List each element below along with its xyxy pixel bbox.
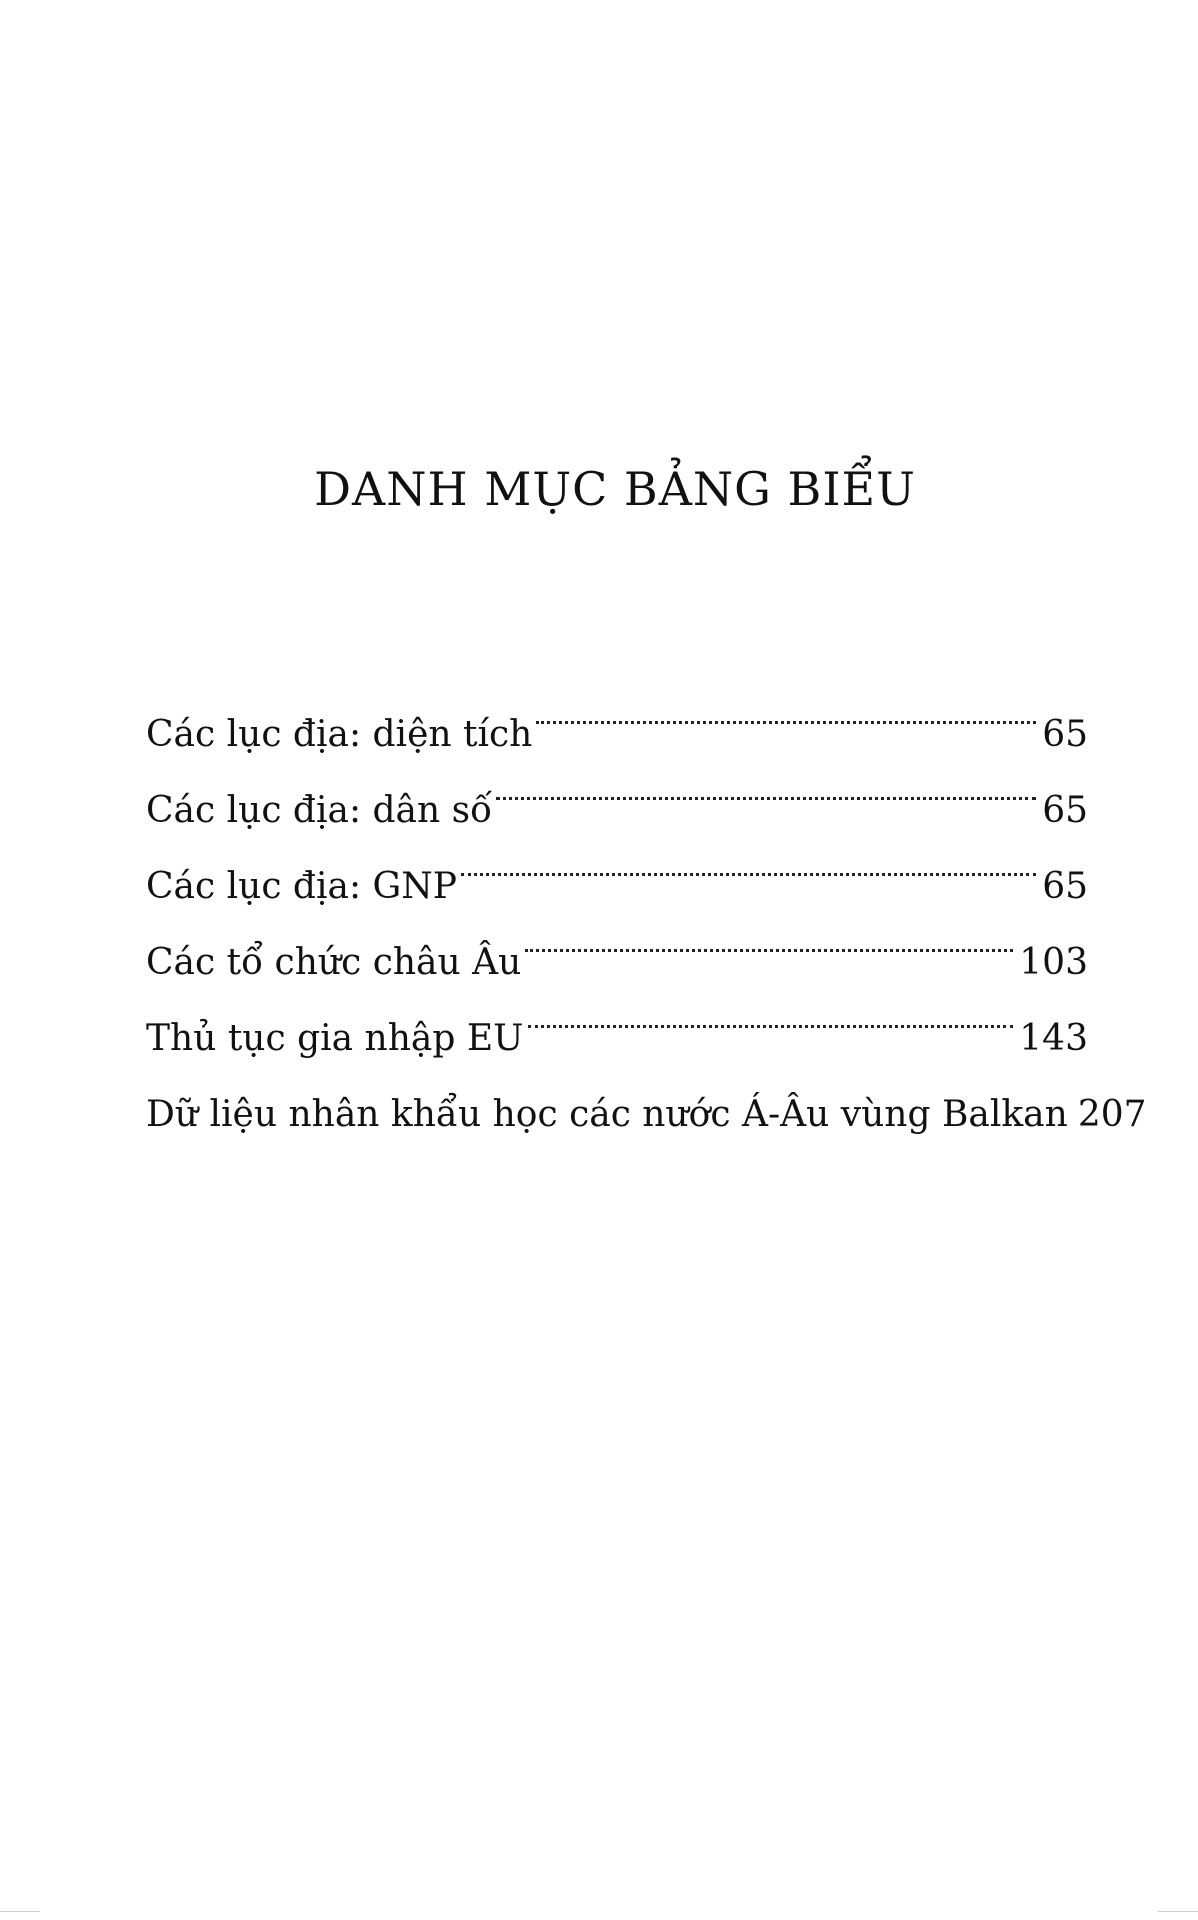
scan-edge-right	[1158, 1911, 1198, 1912]
dot-leader	[525, 898, 1013, 974]
toc-entry-page: 207	[1077, 1094, 1147, 1135]
toc-entry-label: Các lục địa: dân số	[146, 790, 493, 831]
toc-entry	[146, 670, 1088, 755]
toc-entry-label: Các tổ chức châu Âu	[146, 942, 522, 983]
toc-entry-page: 65	[1042, 866, 1088, 907]
table-of-figures	[146, 670, 1147, 1135]
dot-leader	[496, 746, 1036, 822]
toc-entry-page: 65	[1042, 714, 1088, 755]
dot-leader	[461, 822, 1036, 898]
toc-entry-label: Thủ tục gia nhập EU	[146, 1018, 524, 1059]
toc-entry-label: Các lục địa: GNP	[146, 866, 457, 907]
page-title: DANH MỤC BẢNG BIỂU	[314, 462, 916, 516]
toc-entry-page: 143	[1019, 1018, 1088, 1059]
toc-entry-label: Các lục địa: diện tích	[146, 714, 533, 755]
dot-leader	[528, 974, 1014, 1050]
toc-entry-page: 65	[1042, 790, 1088, 831]
scan-edge-left	[0, 1911, 40, 1912]
toc-entry-page: 103	[1019, 942, 1088, 983]
dot-leader	[536, 670, 1036, 746]
toc-entry-label: Dữ liệu nhân khẩu học các nước Á-Âu vùng Balkan	[146, 1094, 1068, 1135]
